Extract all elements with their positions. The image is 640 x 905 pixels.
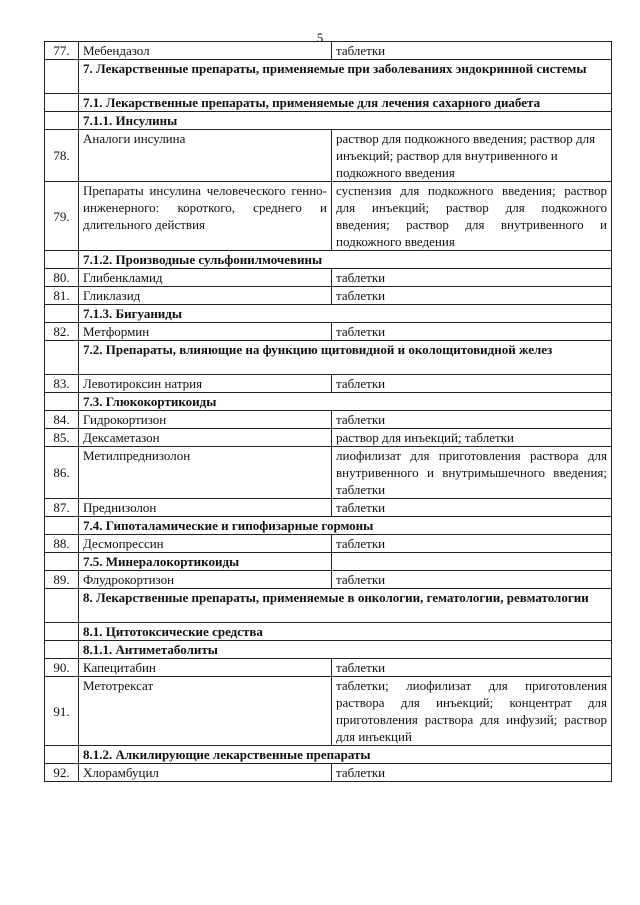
section-row xyxy=(45,589,612,623)
section-row xyxy=(45,94,612,112)
drug-name: Метилпреднизолон xyxy=(79,447,332,499)
section-heading: 8.1.1. Антиметаболиты xyxy=(79,641,612,659)
section-heading: 7.1.1. Инсулины xyxy=(79,112,612,130)
section-heading: 7.1.3. Бигуаниды xyxy=(79,305,612,323)
row-number-empty xyxy=(45,305,79,323)
row-number: 87. xyxy=(45,499,79,517)
drug-name: Капецитабин xyxy=(79,659,332,677)
dosage-form: таблетки xyxy=(332,323,612,341)
section-row xyxy=(45,623,612,641)
table-row xyxy=(45,764,612,782)
dosage-form: таблетки xyxy=(332,659,612,677)
row-number: 80. xyxy=(45,269,79,287)
dosage-form: таблетки xyxy=(332,571,612,589)
row-number: 81. xyxy=(45,287,79,305)
row-number: 82. xyxy=(45,323,79,341)
table-row xyxy=(45,323,612,341)
row-number: 78. xyxy=(45,130,79,182)
dosage-form: таблетки xyxy=(332,375,612,393)
row-number: 79. xyxy=(45,182,79,251)
dosage-form: раствор для инъекций; таблетки xyxy=(332,429,612,447)
dosage-form: таблетки xyxy=(332,535,612,553)
dosage-form: таблетки xyxy=(332,269,612,287)
row-number: 89. xyxy=(45,571,79,589)
table-row xyxy=(45,182,612,251)
row-number: 77. xyxy=(45,42,79,60)
row-number: 91. xyxy=(45,677,79,746)
section-row xyxy=(45,305,612,323)
table-row xyxy=(45,535,612,553)
table-body xyxy=(45,42,612,782)
section-heading: 7.4. Гипоталамические и гипофизарные гормоны xyxy=(79,517,612,535)
dosage-form: таблетки xyxy=(332,499,612,517)
drug-name: Аналоги инсулина xyxy=(79,130,332,182)
section-row xyxy=(45,112,612,130)
section-row xyxy=(45,641,612,659)
drug-name: Препараты инсулина человеческого генно-инженерного: короткого, среднего и длительного действия xyxy=(79,182,332,251)
table-row xyxy=(45,571,612,589)
table-row xyxy=(45,429,612,447)
row-number-empty xyxy=(45,60,79,94)
row-number-empty xyxy=(45,746,79,764)
row-number: 88. xyxy=(45,535,79,553)
table-row xyxy=(45,659,612,677)
section-heading: 7.1. Лекарственные препараты, применяемые для лечения сахарного диабета xyxy=(79,94,612,112)
section-heading: 8. Лекарственные препараты, применяемые в онкологии, гематологии, ревматологии xyxy=(79,589,612,623)
section-heading: 7.5. Минералокортикоиды xyxy=(79,553,332,571)
row-number-empty xyxy=(45,553,79,571)
row-number: 85. xyxy=(45,429,79,447)
table-row xyxy=(45,42,612,60)
drug-name: Флудрокортизон xyxy=(79,571,332,589)
dosage-form: таблетки; лиофилизат для приготовления раствора для инъекций; концентрат для приготовления раствора для инфузий; раствор для инъекций xyxy=(332,677,612,746)
drug-name: Метформин xyxy=(79,323,332,341)
section-heading: 7.2. Препараты, влияющие на функцию щитовидной и околощитовидной желез xyxy=(79,341,612,375)
drug-list-table xyxy=(44,41,612,782)
row-number-empty xyxy=(45,393,79,411)
drug-name: Хлорамбуцил xyxy=(79,764,332,782)
table-row xyxy=(45,499,612,517)
dosage-form: таблетки xyxy=(332,287,612,305)
table-row xyxy=(45,375,612,393)
table-row xyxy=(45,269,612,287)
section-row xyxy=(45,553,612,571)
section-heading: 8.1. Цитотоксические средства xyxy=(79,623,612,641)
row-number-empty xyxy=(45,517,79,535)
table-row xyxy=(45,130,612,182)
row-number: 84. xyxy=(45,411,79,429)
drug-name: Мебендазол xyxy=(79,42,332,60)
dosage-form: таблетки xyxy=(332,411,612,429)
dosage-form: лиофилизат для приготовления раствора для внутривенного и внутримышечного введения; таблетки xyxy=(332,447,612,499)
section-heading: 7. Лекарственные препараты, применяемые при заболеваниях эндокринной системы xyxy=(79,60,612,94)
drug-name: Левотироксин натрия xyxy=(79,375,332,393)
row-number: 92. xyxy=(45,764,79,782)
table-row xyxy=(45,677,612,746)
row-number-empty xyxy=(45,94,79,112)
section-row xyxy=(45,60,612,94)
row-number: 90. xyxy=(45,659,79,677)
empty-cell xyxy=(332,553,612,571)
row-number: 83. xyxy=(45,375,79,393)
dosage-form: таблетки xyxy=(332,42,612,60)
page-number: 5 xyxy=(316,30,324,45)
drug-name: Дексаметазон xyxy=(79,429,332,447)
dosage-form: таблетки xyxy=(332,764,612,782)
section-row xyxy=(45,517,612,535)
section-heading: 8.1.2. Алкилирующие лекарственные препараты xyxy=(79,746,612,764)
row-number-empty xyxy=(45,641,79,659)
section-heading: 7.1.2. Производные сульфонилмочевины xyxy=(79,251,612,269)
row-number-empty xyxy=(45,589,79,623)
row-number-empty xyxy=(45,341,79,375)
dosage-form: суспензия для подкожного введения; раствор для инъекций; раствор для подкожного введения; раствор для внутривенного и подкожного введения xyxy=(332,182,612,251)
row-number-empty xyxy=(45,251,79,269)
drug-name: Глибенкламид xyxy=(79,269,332,287)
section-row xyxy=(45,393,612,411)
drug-name: Десмопрессин xyxy=(79,535,332,553)
row-number-empty xyxy=(45,623,79,641)
table-row xyxy=(45,447,612,499)
section-row xyxy=(45,251,612,269)
row-number: 86. xyxy=(45,447,79,499)
dosage-form: раствор для подкожного введения; раствор для инъекций; раствор для внутривенного и подкожного введения xyxy=(332,130,612,182)
drug-name: Преднизолон xyxy=(79,499,332,517)
drug-name: Гидрокортизон xyxy=(79,411,332,429)
section-heading: 7.3. Глюкокортикоиды xyxy=(79,393,612,411)
drug-name: Гликлазид xyxy=(79,287,332,305)
table-row xyxy=(45,411,612,429)
section-row xyxy=(45,341,612,375)
section-row xyxy=(45,746,612,764)
table-row xyxy=(45,287,612,305)
drug-name: Метотрексат xyxy=(79,677,332,746)
row-number-empty xyxy=(45,112,79,130)
